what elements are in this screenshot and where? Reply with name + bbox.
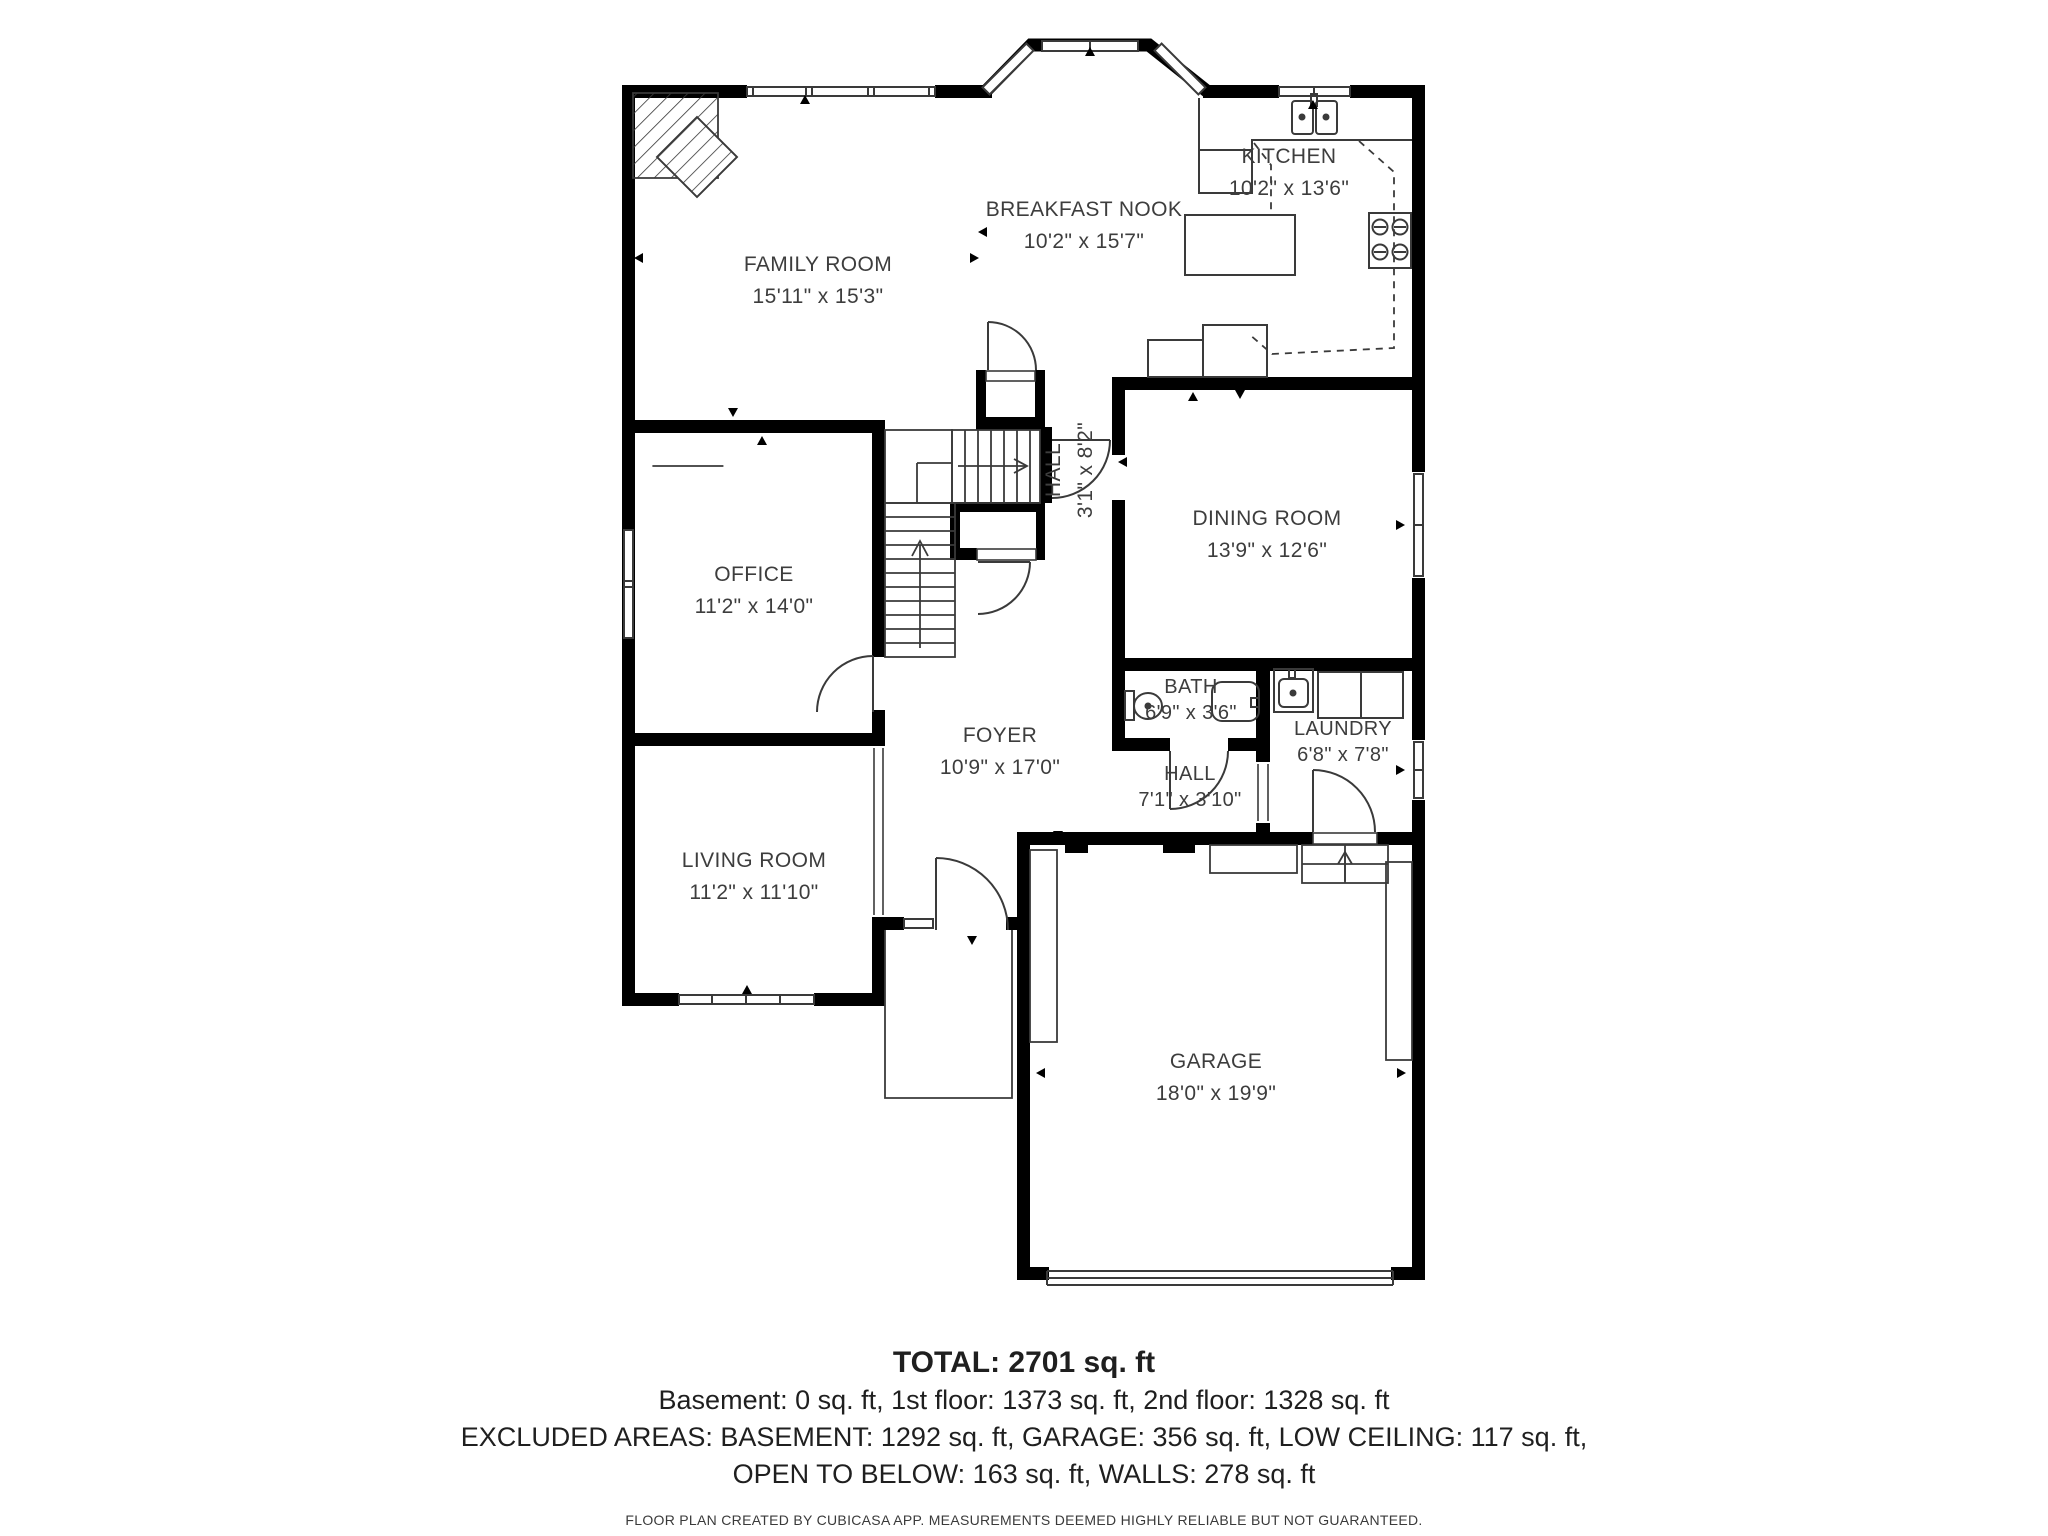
garage-door (1047, 1271, 1393, 1285)
laundry-door (1313, 770, 1375, 832)
washer-dryer (1318, 672, 1403, 718)
excluded-areas-text-2: OPEN TO BELOW: 163 sq. ft, WALLS: 278 sq. ft (732, 1459, 1316, 1489)
stove (1369, 213, 1411, 268)
laundry-sink (1274, 669, 1313, 712)
room-label-hall: HALL 7'1" x 3'10" (1138, 763, 1242, 811)
garage-details (885, 845, 1412, 1285)
room-label-office: OFFICE 11'2" x 14'0" (694, 563, 814, 618)
room-label-living-room: LIVING ROOM 11'2" x 11'10" (681, 849, 827, 904)
garage-shelving (1386, 862, 1412, 1060)
kitchen-fixtures (1148, 94, 1412, 377)
floor-areas-text: Basement: 0 sq. ft, 1st floor: 1373 sq. ft, 2nd floor: 1328 sq. ft (658, 1385, 1390, 1415)
front-door (936, 858, 1008, 930)
garage-stoop (1210, 845, 1297, 873)
room-label-dining-room: DINING ROOM 13'9" x 12'6" (1192, 507, 1342, 562)
kitchen-sink (1292, 94, 1337, 134)
room-label-hall-stairs: HALL 3'1" x 8'2" (1042, 421, 1097, 519)
under-stair-closet-door (978, 562, 1030, 614)
walls (622, 85, 1425, 1280)
room-label-laundry: LAUNDRY 6'8" x 7'8" (1293, 718, 1393, 766)
kitchen-peninsula (1148, 325, 1267, 377)
bay-window (983, 41, 1208, 94)
excluded-areas-text-1: EXCLUDED AREAS: BASEMENT: 1292 sq. ft, GARAGE: 356 sq. ft, LOW CEILING: 117 sq. ft, (460, 1422, 1588, 1452)
room-label-kitchen: KITCHEN 10'2" x 13'6" (1228, 145, 1350, 200)
laundry-fixtures (1274, 669, 1403, 718)
sidelight-window (904, 919, 933, 928)
garage-steps (1302, 845, 1388, 883)
total-area-text: TOTAL: 2701 sq. ft (892, 1346, 1156, 1379)
room-label-garage: GARAGE 18'0" x 19'9" (1155, 1050, 1277, 1105)
room-label-foyer: FOYER 10'9" x 17'0" (939, 724, 1061, 779)
fireplace (633, 93, 737, 197)
area-summary (0, 1344, 2048, 1529)
room-label-breakfast-nook: BREAKFAST NOOK 10'2" x 15'7" (985, 198, 1183, 253)
garage-shelving (1030, 850, 1057, 1042)
footer-disclaimer: FLOOR PLAN CREATED BY CUBICASA APP. MEASUREMENTS DEEMED HIGHLY RELIABLE BUT NOT GUARANTEED. (625, 1512, 1423, 1528)
office-door (817, 656, 873, 712)
kitchen-island (1185, 215, 1295, 275)
closet-door (988, 322, 1036, 370)
room-label-bath: BATH 6'9" x 3'6" (1145, 676, 1237, 724)
room-label-family-room: FAMILY ROOM 15'11" x 15'3" (743, 253, 893, 308)
porch (885, 930, 1012, 1098)
